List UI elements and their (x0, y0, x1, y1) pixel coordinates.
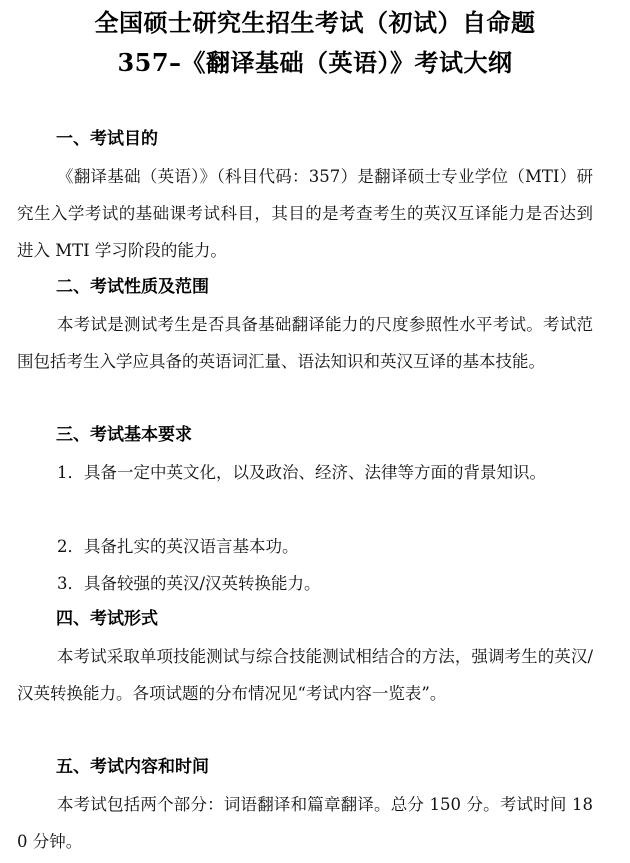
document-title-line2: 357–《翻译基础（英语）》考试大纲 (117, 48, 513, 77)
section-paragraph-purpose: 《翻译基础（英语）》（科目代码：357）是翻译硕士专业学位（MTI）研究生入学考试的基础课考试科目，其目的是考查考生的英汉互译能力是否达到进入 MTI 学习阶段的能力。 (17, 167, 593, 260)
section-heading-format: 四、考试形式 (56, 609, 158, 629)
section-heading-purpose: 一、考试目的 (56, 129, 158, 149)
section-heading-content-time: 五、考试内容和时间 (56, 757, 209, 777)
section-paragraph-format: 本考试采取单项技能测试与综合技能测试相结合的方法，强调考生的英汉/汉英转换能力。各项试题的分布情况见“考试内容一览表”。 (17, 647, 593, 703)
requirement-item-3: 3．具备较强的英汉/汉英转换能力。 (57, 574, 321, 593)
section-heading-requirements: 三、考试基本要求 (56, 425, 192, 445)
section-heading-nature-scope: 二、考试性质及范围 (56, 277, 209, 297)
section-paragraph-nature-scope: 本考试是测试考生是否具备基础翻译能力的尺度参照性水平考试。考试范围包括考生入学应具备的英语词汇量、语法知识和英汉互译的基本技能。 (17, 315, 593, 371)
section-paragraph-content-time: 本考试包括两个部分：词语翻译和篇章翻译。总分 150 分。考试时间 180 分钟。 (17, 795, 593, 851)
requirement-item-2: 2．具备扎实的英汉语言基本功。 (57, 537, 299, 556)
document-title-line1: 全国硕士研究生招生考试（初试）自命题 (94, 8, 536, 37)
requirement-item-1: 1．具备一定中英文化，以及政治、经济、法律等方面的背景知识。 (57, 463, 546, 482)
